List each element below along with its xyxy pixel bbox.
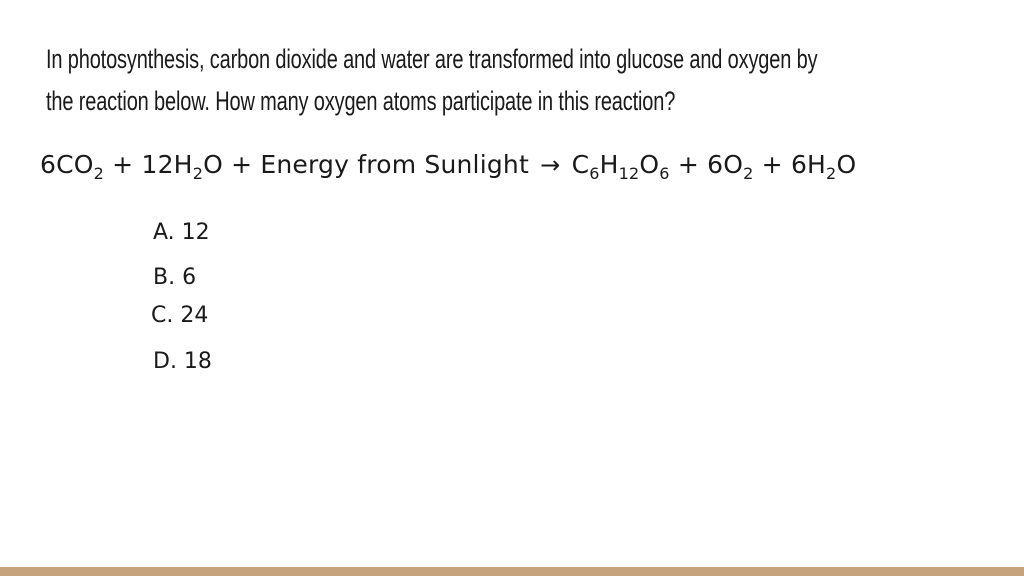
equation-term-glucose-c: C	[563, 150, 590, 179]
equation-term-energy: O + Energy from Sunlight	[203, 150, 538, 179]
equation-term-water-o: O	[836, 150, 857, 179]
reaction-arrow-icon: →	[540, 151, 561, 179]
option-a: A. 12	[153, 220, 210, 245]
question-line-1: In photosynthesis, carbon dioxide and water are transformed into glucose and oxygen by	[46, 44, 818, 74]
subscript: 6	[589, 164, 600, 183]
equation-term-oxygen: + 6O	[669, 150, 744, 179]
equation-term-water: + 6H	[753, 150, 827, 179]
subscript: 2	[192, 164, 204, 183]
question-line-2: the reaction below. How many oxygen atoms participate in this reaction?	[46, 86, 676, 116]
equation-term-h2o: + 12H	[104, 150, 193, 179]
subscript: 2	[826, 164, 837, 183]
subscript: 2	[743, 164, 754, 183]
subscript: 6	[659, 164, 670, 183]
subscript: 12	[618, 164, 640, 183]
option-d: D. 18	[153, 349, 212, 374]
option-c: C. 24	[151, 303, 209, 328]
bottom-accent-bar	[0, 567, 1024, 576]
subscript: 2	[93, 164, 105, 183]
equation-term-glucose-o: O	[639, 150, 660, 179]
option-b: B. 6	[153, 265, 197, 290]
equation-term-co2: 6CO	[40, 150, 94, 179]
equation-term-glucose-h: H	[599, 150, 619, 179]
